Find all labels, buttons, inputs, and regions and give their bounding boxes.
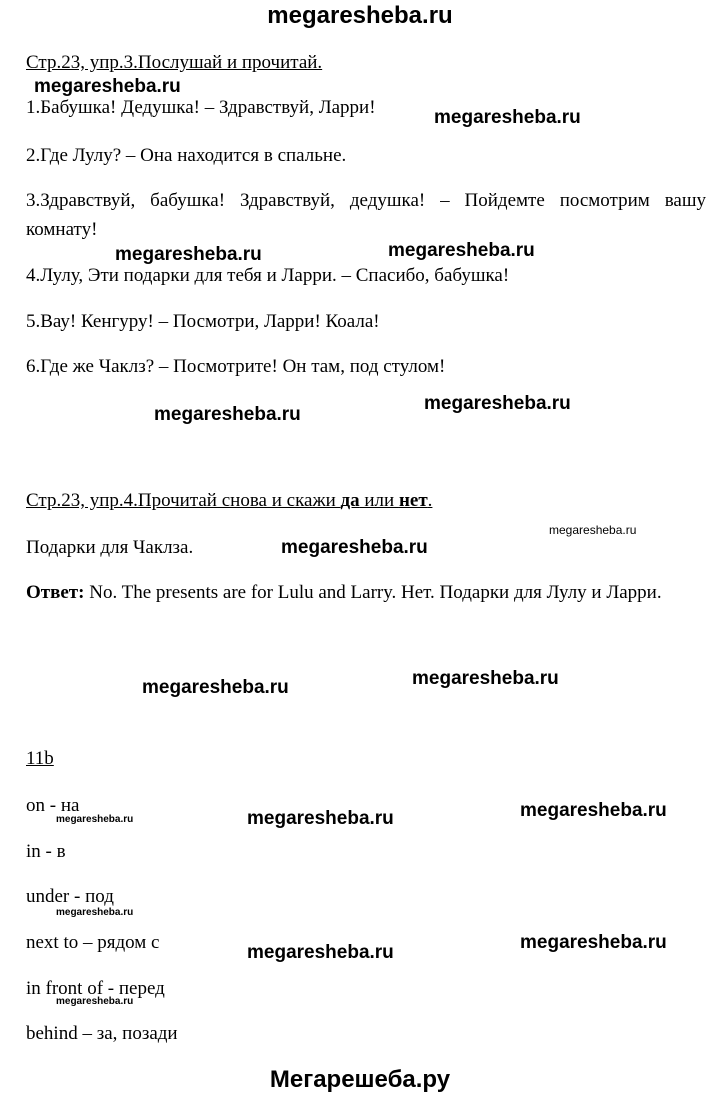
vocab-item: next to – рядом с [26, 932, 160, 953]
watermark: megaresheba.ru [56, 996, 134, 1007]
exercise-4-heading-dot: . [427, 490, 433, 511]
watermark: megaresheba.ru [388, 240, 535, 261]
exercise-4-heading-prefix: Стр.23, упр.4.Прочитай снова и скажи [26, 490, 341, 511]
vocab-item: in front of - перед [26, 978, 165, 999]
vocab-item: on - на [26, 795, 80, 816]
watermark: megaresheba.ru [520, 800, 667, 821]
section-11b-heading: 11b [26, 748, 54, 769]
vocab-item: behind – за, позади [26, 1023, 178, 1044]
watermark: megaresheba.ru [247, 942, 394, 963]
watermark: megaresheba.ru [34, 76, 181, 97]
watermark: megaresheba.ru [56, 907, 134, 918]
exercise-4-statement: Подарки для Чаклза. [26, 537, 194, 558]
exercise-4-heading [26, 490, 432, 512]
exercise-4-heading-or: или [359, 490, 399, 511]
watermark: megaresheba.ru [549, 523, 637, 537]
exercise-3-line-2: 2.Где Лулу? – Она находится в спальне. [26, 145, 347, 166]
exercise-3-line-5: 5.Вау! Кенгуру! – Посмотри, Ларри! Коала! [26, 311, 380, 332]
watermark: megaresheba.ru [520, 932, 667, 953]
exercise-4-heading-no: нет [398, 490, 428, 511]
site-header-watermark: megaresheba.ru [267, 2, 453, 29]
exercise-3-line-6: 6.Где же Чаклз? – Посмотрите! Он там, под стулом! [26, 356, 446, 377]
exercise-3-heading: Стр.23, упр.3.Послушай и прочитай. [26, 52, 323, 73]
watermark: megaresheba.ru [281, 537, 428, 558]
watermark: megaresheba.ru [247, 808, 394, 829]
watermark: megaresheba.ru [434, 107, 581, 128]
watermark: megaresheba.ru [412, 668, 559, 689]
watermark: megaresheba.ru [142, 677, 289, 698]
vocab-item: in - в [26, 841, 66, 862]
exercise-3-line-1: 1.Бабушка! Дедушка! – Здравствуй, Ларри! [26, 97, 376, 118]
watermark: megaresheba.ru [56, 814, 134, 825]
watermark: megaresheba.ru [115, 244, 262, 265]
exercise-3-line-4: 4.Лулу, Эти подарки для тебя и Ларри. – Спасибо, бабушка! [26, 265, 510, 286]
exercise-4-answer [26, 578, 706, 607]
site-footer-watermark: Мегарешеба.ру [269, 1066, 451, 1093]
exercise-4-heading-yes: да [340, 490, 360, 511]
watermark: megaresheba.ru [154, 404, 301, 425]
answer-text: No. The presents are for Lulu and Larry. Нет. Подарки для Лулу и Ларри. [84, 582, 662, 603]
vocab-item: under - под [26, 886, 114, 907]
watermark: megaresheba.ru [424, 393, 571, 414]
answer-label: Ответ: [26, 582, 85, 603]
exercise-3-line-3: 3.Здравствуй, бабушка! Здравствуй, дедушка! – Пойдемте посмотрим вашу комнату! [26, 190, 706, 240]
